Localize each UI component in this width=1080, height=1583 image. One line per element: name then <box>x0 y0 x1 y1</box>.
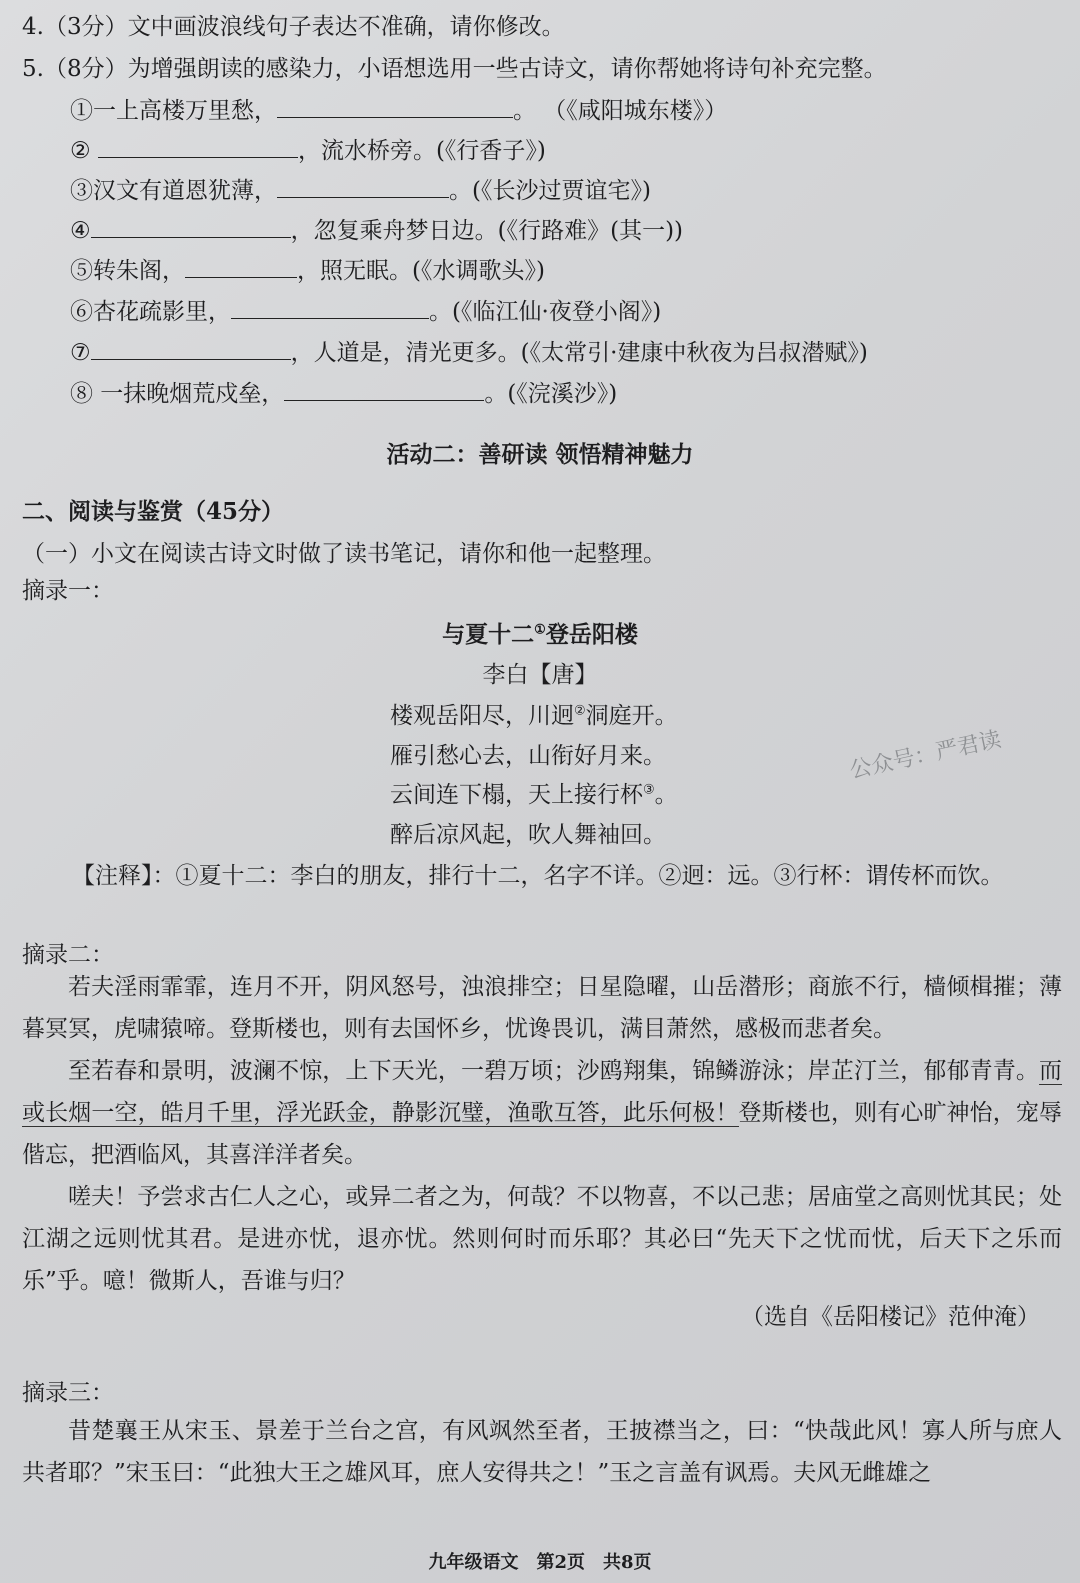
fill-item-post: 。 （《咸阳城东楼》） <box>513 98 728 124</box>
fill-item-post: ，忽复乘舟梦日边。(《行路难》(其一)) <box>290 218 684 244</box>
fill-item-post: 。(《长沙过贾谊宅》) <box>449 178 651 204</box>
answer-blank[interactable] <box>284 378 484 401</box>
section-2-heading: 二、阅读与鉴赏（45分） <box>22 498 285 525</box>
question-4: 4.（3分）文中画波浪线句子表达不准确，请你修改。 <box>22 14 565 40</box>
passage-text: 登斯楼也，则有心旷神怡，宠辱偕忘，把酒临风，其喜洋洋者矣。 <box>22 1100 1063 1168</box>
excerpt-3-label: 摘录三： <box>22 1380 114 1406</box>
poem-line <box>390 697 678 730</box>
fill-item-1 <box>70 92 727 125</box>
poem-annotation: 【注释】：①夏十二：李白的朋友，排行十二，名字不详。②迥：远。③行杯：谓传杯而饮。 <box>72 863 1004 889</box>
fill-item-pre: ④ <box>70 218 91 244</box>
answer-blank[interactable] <box>98 135 298 158</box>
answer-blank[interactable] <box>91 215 291 238</box>
fill-item-post: ，照无眠。(《水调歌头》) <box>297 258 545 284</box>
poem-line <box>390 737 666 770</box>
passage-paragraph-1: 若夫淫雨霏霏，连月不开，阴风怒号，浊浪排空；日星隐曜，山岳潜形；商旅不行，樯倾楫摧；薄暮冥冥，虎啸猿啼。登斯楼也，则有去国怀乡，忧谗畏讥，满目萧然，感极而悲者矣。 <box>22 974 1062 1042</box>
fill-item-post: 。(《临江仙·夜登小阁》) <box>429 299 662 325</box>
passage-3-paragraph: 昔楚襄王从宋玉、景差于兰台之宫，有风飒然至者，王披襟当之，曰：“快哉此风！寡人所与庶人共者耶？”宋玉曰：“此独大王之雄风耳，庶人安得共之！”玉之言盖有讽焉。夫风无雌雄之 <box>22 1418 1062 1486</box>
fill-item-pre: ①一上高楼万里愁， <box>70 98 277 124</box>
poem-title-part: 登岳阳楼 <box>545 621 638 648</box>
passage-source: （选自《岳阳楼记》范仲淹） <box>741 1304 1040 1330</box>
activity-2-heading: 活动二：善研读 领悟精神魅力 <box>386 441 694 468</box>
note-marker: ② <box>574 703 586 719</box>
poem-title-part: 与夏十二 <box>442 621 535 648</box>
note-marker: ① <box>534 622 546 638</box>
page-footer: 九年级语文 第2页 共8页 <box>428 1552 652 1573</box>
poem-author: 李白【唐】 <box>482 662 598 688</box>
poem-text: 楼观岳阳尽，川迥 <box>390 703 574 729</box>
poem-text: 雁引愁心去，山衔好月来。 <box>390 743 666 769</box>
part-1-intro: （一）小文在阅读古诗文时做了读书笔记，请你和他一起整理。 <box>22 541 666 567</box>
question-5-stem: 5.（8分）为增强朗读的感染力，小语想选用一些古诗文，请你帮她将诗句补充完整。 <box>22 56 887 82</box>
fill-item-2 <box>70 132 546 165</box>
poem-line <box>390 816 666 849</box>
fill-item-post: ，流水桥旁。(《行香子》) <box>297 138 546 164</box>
answer-blank[interactable] <box>277 95 513 118</box>
poem-text: 醉后凉风起，吹人舞袖回。 <box>390 822 666 848</box>
fill-item-pre: ⑦ <box>70 340 91 366</box>
fill-item-8 <box>70 375 617 408</box>
fill-item-6 <box>70 293 661 326</box>
poem-text: 洞庭开。 <box>585 703 678 729</box>
fill-item-pre: ⑤转朱阁， <box>70 258 185 284</box>
passage-paragraph-3: 嗟夫！予尝求古仁人之心，或异二者之为，何哉？不以物喜，不以己悲；居庙堂之高则忧其民；处江湖之远则忧其君。是进亦忧，退亦忧。然则何时而乐耶？其必曰“先天下之忧而忧，后天下之乐而乐”乎。噫！微斯人，吾谁与归？ <box>22 1184 1062 1294</box>
passage-text: 至若春和景明，波澜不惊，上下天光，一碧万顷；沙鸥翔集，锦鳞游泳；岸芷汀兰，郁郁青青。 <box>68 1058 1039 1084</box>
fill-item-post: ，人道是，清光更多。(《太常引·建康中秋夜为吕叔潜赋》) <box>290 340 868 366</box>
passage-paragraph-2 <box>22 1050 1062 1176</box>
excerpt-1-label: 摘录一： <box>22 578 114 604</box>
fill-item-pre: ⑥杏花疏影里， <box>70 299 231 325</box>
fill-item-3 <box>70 172 651 205</box>
answer-blank[interactable] <box>231 296 429 319</box>
underlined-sentence: 而或长烟一空，皓月千里，浮光跃金，静影沉璧，渔歌互答，此乐何极！ <box>22 1058 1062 1126</box>
excerpt-2-label: 摘录二： <box>22 942 114 968</box>
poem-title <box>0 616 1080 649</box>
answer-blank[interactable] <box>185 255 297 278</box>
fill-item-pre: ② <box>70 138 98 164</box>
poem-text: 云间连下榻，天上接行杯 <box>390 782 643 808</box>
fill-item-7 <box>70 334 868 367</box>
fill-item-4 <box>70 212 683 245</box>
answer-blank[interactable] <box>91 337 291 360</box>
poem-line <box>390 776 678 809</box>
fill-item-pre: ③汉文有道恩犹薄， <box>70 178 277 204</box>
fill-item-pre: ⑧ 一抹晚烟荒戍垒， <box>70 381 285 407</box>
poem-text: 。 <box>654 782 678 808</box>
watermark-text: 公众号：严君读 <box>847 727 1004 784</box>
fill-item-5 <box>70 252 545 285</box>
answer-blank[interactable] <box>277 175 449 198</box>
note-marker: ③ <box>643 782 655 798</box>
fill-item-post: 。(《浣溪沙》) <box>484 381 618 407</box>
